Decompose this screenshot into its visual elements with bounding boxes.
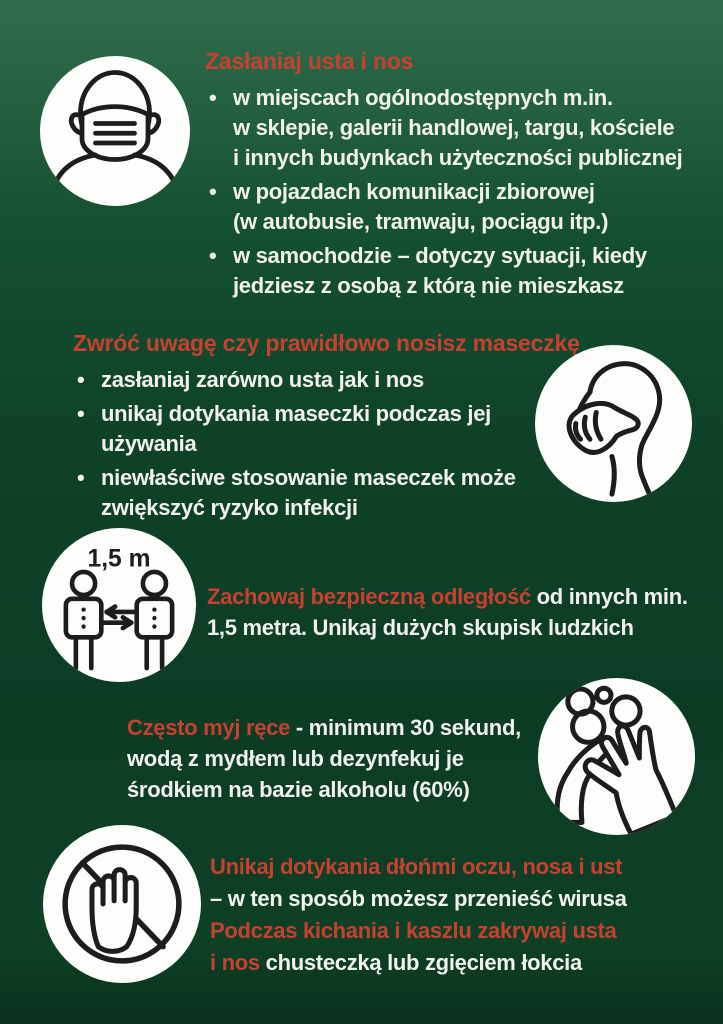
bullet-text: w pojazdach komunikacji zbiorowej (w autobusie, tramwaju, pociągu itp.) (233, 179, 609, 234)
wash-hands-glyph (538, 678, 695, 835)
bullet-list (73, 365, 580, 523)
bullet-item (73, 399, 580, 459)
bullet-dot: • (77, 367, 85, 392)
bullet-item (205, 241, 683, 301)
bullet-dot: • (77, 401, 85, 426)
section-mask-where (205, 46, 683, 305)
section-heading: Zwróć uwagę czy prawidłowo nosisz maseczkę (73, 330, 580, 356)
text-line: środkiem na bazie alkoholu (60%) (127, 777, 470, 802)
bullet-item (73, 463, 580, 523)
text-line: Zachowaj bezpieczną odległość od innych min. (207, 584, 688, 609)
section-wash-hands (127, 712, 521, 805)
bullet-text: w samochodzie – dotyczy sytuacji, kiedy jedziesz z osobą z którą nie mieszkasz (233, 243, 647, 298)
face-mask-profile-icon (535, 345, 692, 502)
wash-hands-icon (538, 678, 695, 835)
bullet-text: niewłaściwe stosowanie maseczek może zwiększyć ryzyko infekcji (101, 465, 516, 520)
section-no-touch (210, 851, 627, 979)
text-line: i nos chusteczką lub zgięciem łokcia (210, 950, 582, 975)
text-line: 1,5 metra. Unikaj dużych skupisk ludzkich (207, 615, 634, 640)
bullet-list (205, 83, 683, 301)
text-line: Unikaj dotykania dłońmi oczu, nosa i ust (210, 854, 623, 879)
bullet-text: unikaj dotykania maseczki podczas jej używania (101, 401, 491, 456)
bullet-item (205, 177, 683, 237)
face-mask-front-icon (40, 56, 190, 206)
distance-glyph (42, 528, 196, 682)
distance-label: 1,5 m (87, 545, 151, 573)
bullet-dot: • (77, 465, 85, 490)
text-line: Podczas kichania i kaszlu zakrywaj usta (210, 918, 617, 943)
distance-icon (42, 528, 196, 682)
bullet-dot: • (209, 243, 217, 268)
bullet-text: w miejscach ogólnodostępnych m.in. w sklepie, galerii handlowej, targu, kościele i innych budynkach użyteczności publicznej (233, 85, 683, 170)
text-line: wodą z mydłem lub dezynfekuj je (127, 746, 464, 771)
text-line: Często myj ręce - minimum 30 sekund, (127, 715, 521, 740)
section-mask-proper (73, 328, 580, 527)
bullet-dot: • (209, 179, 217, 204)
face-mask-profile-glyph (535, 345, 692, 502)
section-heading: Zasłaniaj usta i nos (205, 48, 414, 74)
face-mask-front-glyph (40, 56, 190, 206)
no-touch-hand-icon (43, 825, 201, 983)
bullet-dot: • (209, 85, 217, 110)
bullet-item (73, 365, 580, 395)
text-line: – w ten sposób możesz przenieść wirusa (210, 886, 627, 911)
section-distance (207, 581, 688, 643)
bullet-text: zasłaniaj zarówno usta jak i nos (101, 367, 424, 392)
bullet-item (205, 83, 683, 173)
no-touch-glyph (43, 825, 201, 983)
